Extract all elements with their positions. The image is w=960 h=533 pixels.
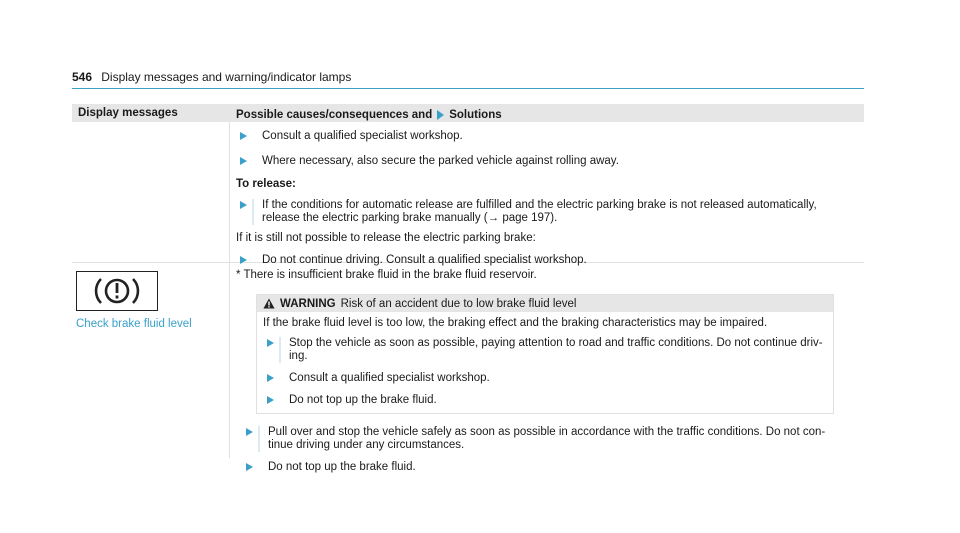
list-item (236, 199, 864, 225)
brake-warning-icon (89, 274, 145, 308)
arrow-right-icon (267, 374, 274, 382)
list-item-text: Do not continue driving. Consult a qualified specialist workshop. (262, 254, 587, 266)
list-item (263, 337, 827, 363)
bullet-bar (258, 426, 260, 452)
row2-solutions-cell (230, 263, 864, 473)
table-row (72, 122, 864, 266)
warning-box (256, 294, 834, 414)
messages-table (72, 104, 864, 473)
warning-text: Risk of an accident due to low brake fluid level (340, 297, 577, 310)
check-brake-fluid-caption: Check brake fluid level (76, 318, 192, 330)
list-item-text: ing. (289, 350, 308, 362)
warning-triangle-icon (263, 298, 275, 309)
row2-display-cell (72, 263, 230, 458)
col-header-display-messages: Display messages (78, 107, 178, 119)
page-title: Display messages and warning/indicator lamps (101, 70, 352, 84)
table-header (72, 104, 864, 122)
list-item-text: tinue driving under any circumstances. (268, 439, 465, 451)
col-header-causes (230, 104, 864, 122)
col-header-solutions-text: Solutions (449, 108, 502, 121)
warning-body-text: If the brake fluid level is too low, the braking effect and the braking characteristics may be impaired. (263, 317, 768, 329)
page-number: 546 (72, 70, 93, 84)
list-item (236, 130, 864, 143)
still-not-possible-text: If it is still not possible to release the electric parking brake: (236, 232, 536, 244)
row1-solutions-cell (230, 122, 864, 266)
list-item-text: Do not top up the brake fluid. (268, 461, 416, 473)
release-heading: To release: (236, 178, 296, 190)
list-item (263, 394, 827, 407)
arrow-right-icon (240, 157, 247, 165)
list-item-text: Stop the vehicle as soon as possible, paying attention to road and traffic conditions. Do not continue driv- (289, 337, 823, 349)
arrow-right-icon (437, 110, 444, 120)
warning-header (257, 295, 833, 312)
col-header-causes-text: Possible causes/consequences and (236, 108, 433, 121)
arrow-right-icon (246, 463, 253, 471)
bullet-bar (252, 199, 254, 225)
arrow-right-icon (240, 201, 247, 209)
list-item (236, 155, 864, 168)
list-item-text: Do not top up the brake fluid. (289, 394, 437, 406)
list-item-text: Pull over and stop the vehicle safely as soon as possible in accordance with the traffic conditions. Do not con- (268, 426, 826, 438)
bullet-bar (279, 337, 281, 363)
cause-text: * There is insufficient brake fluid in the brake fluid reservoir. (236, 269, 537, 281)
list-item-text: Where necessary, also secure the parked vehicle against rolling away. (262, 155, 619, 167)
list-item-text: release the electric parking brake manually (→ page 197). (262, 212, 558, 224)
warning-body (257, 312, 833, 413)
warning-title: WARNING (280, 297, 336, 310)
arrow-right-icon (267, 339, 274, 347)
list-item (242, 426, 864, 452)
table-row (72, 263, 864, 473)
list-item-text: If the conditions for automatic release are fulfilled and the electric parking brake is not released automatically, (262, 199, 817, 211)
arrow-right-icon (240, 132, 247, 140)
arrow-right-icon (246, 428, 253, 436)
list-item (263, 372, 827, 385)
arrow-right-icon (267, 396, 274, 404)
list-item-text: Consult a qualified specialist workshop. (262, 130, 463, 142)
page-header (72, 70, 864, 89)
list-item-text: Consult a qualified specialist workshop. (289, 372, 490, 384)
row1-display-cell (72, 122, 230, 262)
brake-warning-lamp (76, 271, 158, 311)
list-item (242, 461, 864, 474)
